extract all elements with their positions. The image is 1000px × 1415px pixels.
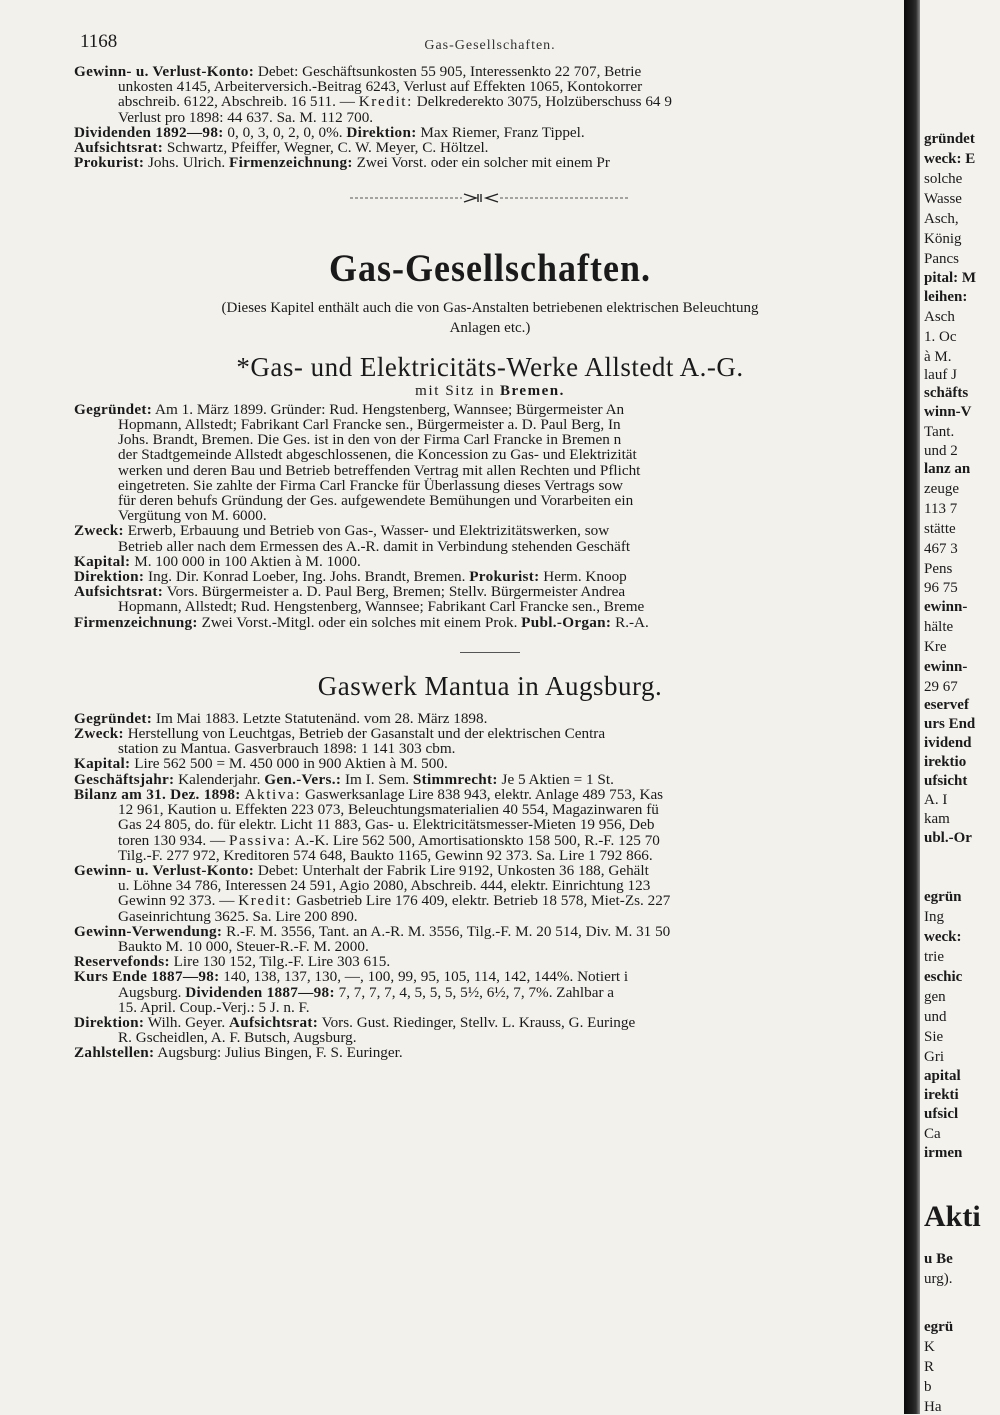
company-entry [74, 711, 906, 1061]
text-line [74, 787, 906, 802]
field-label: Firmenzeichnung: [74, 614, 198, 630]
field-text: M. 100 000 in 100 Aktien à M. 1000. [130, 553, 361, 570]
adjacent-page-line: Ca [924, 1126, 941, 1142]
adjacent-page-line: trie [924, 949, 944, 965]
text-line [74, 741, 906, 756]
field-text: Gewinn 92 373. — [118, 893, 239, 909]
adjacent-page-line: R [924, 1359, 935, 1375]
field-text: Kalenderjahr. [174, 771, 265, 787]
company-seat [74, 384, 906, 399]
field-text: 140, 138, 137, 130, —, 100, 99, 95, 105, 114, 142, 144%. Notiert i [219, 969, 629, 985]
spaced-label: Kredit: [238, 893, 293, 909]
field-label: Kapital: [74, 553, 131, 570]
adjacent-page-line: irektio [924, 754, 967, 770]
text-line [74, 508, 906, 523]
adjacent-page-line: König [924, 231, 962, 247]
text-line [74, 893, 906, 908]
field-text: Johs. Ulrich. [144, 155, 230, 171]
text-line [74, 599, 906, 614]
adjacent-page-line: Tant. [924, 424, 955, 440]
text-line [74, 478, 906, 493]
adjacent-page-line: und 2 [924, 443, 958, 459]
book-gutter [904, 0, 920, 1414]
text-line [74, 802, 906, 817]
adjacent-page-line: pital: M [924, 270, 977, 286]
field-label: Dividenden 1887—98: [185, 984, 335, 1000]
adjacent-page-line: ufsicht [924, 773, 968, 789]
adjacent-page-line: eservef [924, 697, 969, 713]
adjacent-page-line: kam [924, 811, 950, 827]
field-text: Vors. Gust. Riedinger, Stellv. L. Krauss, G. Euringe [318, 1014, 636, 1031]
text-line [74, 493, 906, 508]
field-label: Gegründet: [74, 710, 153, 727]
text-line [74, 1045, 906, 1060]
text-line [74, 711, 906, 726]
adjacent-page-line: lauf J [924, 367, 957, 383]
field-label: Zweck: [74, 726, 124, 742]
field-label: Gegründet: [74, 401, 153, 418]
adjacent-page-line: A. I [924, 792, 948, 808]
field-text: Tilg.-F. 277 972, Kreditoren 574 648, Baukto 1165, Gewinn 92 373. Sa. Lire 1 792 866. [118, 847, 653, 863]
spaced-label: Aktiva: [244, 786, 302, 803]
company-title: *Gas- und Elektricitäts-Werke Allstedt A.-G. [236, 351, 744, 382]
page-header [74, 30, 906, 60]
field-label: Geschäftsjahr: [74, 771, 175, 787]
field-text: Gas 24 805, do. für elektr. Licht 11 883, Gas- u. Elektricitätsmesser-Mieten 19 956, Deb [118, 817, 655, 833]
field-label: Aufsichtsrat: [228, 1014, 319, 1031]
field-text: Im Mai 1883. Letzte Statutenänd. vom 28. März 1898. [152, 710, 488, 727]
field-text: Zwei Vorst.-Mitgl. oder ein solches mit einem Prok. [197, 614, 522, 630]
adjacent-page-line: Ing [924, 909, 944, 925]
adjacent-page-line: schäfts [924, 385, 969, 401]
field-text: Max Riemer, Franz Tippel. [416, 124, 585, 141]
text-line [74, 463, 906, 478]
adjacent-page-line: stätte [924, 521, 956, 537]
field-label: Zahlstellen: [74, 1045, 155, 1061]
text-line [74, 756, 906, 771]
field-text: Debet: Unterhalt der Fabrik Lire 9192, Unkosten 36 188, Gehält [254, 862, 649, 879]
text-line [74, 954, 906, 969]
adjacent-page-line: Asch, [924, 211, 959, 227]
adjacent-page-line: winn-V [924, 404, 972, 420]
adjacent-page-line: Pens [924, 561, 953, 577]
adjacent-page-line: ewinn- [924, 659, 968, 675]
adjacent-page-line: ufsicl [924, 1106, 959, 1122]
field-text: abschreib. 6122, Abschreib. 16 511. — [118, 94, 359, 110]
adjacent-page-line: Akti [924, 1200, 981, 1233]
text-line [74, 110, 906, 125]
field-text: Debet: Geschäftsunkosten 55 905, Interessenkto 22 707, Betrie [254, 64, 642, 80]
previous-entry-tail [74, 64, 906, 170]
page-number: 1168 [80, 31, 118, 52]
adjacent-page-line: solche [924, 171, 963, 187]
spaced-label: Passiva: [228, 832, 292, 848]
adjacent-page-line: 29 67 [924, 679, 958, 695]
field-text: Gasbetrieb Lire 176 409, elektr. Betrieb 18 578, Miet-Zs. 227 [292, 893, 671, 909]
field-text: Johs. Brandt, Bremen. Die Ges. ist in den von der Firma Carl Francke in Bremen n [118, 432, 622, 448]
field-label: Dividenden 1892—98: [74, 124, 224, 141]
field-text: 12 961, Kaution u. Effekten 223 073, Beleuchtungsmaterialien 40 554, Magazinwaren fü [118, 802, 659, 818]
field-text: Baukto M. 10 000, Steuer-R.-F. M. 2000. [118, 938, 369, 955]
field-label: Gewinn- u. Verlust-Konto: [74, 862, 255, 879]
field-text: Delkrederekto 3075, Holzüberschuss 64 9 [412, 94, 672, 110]
text-line [74, 817, 906, 832]
field-label: Aufsichtsrat: [74, 584, 164, 600]
adjacent-page-line: Ha [924, 1399, 942, 1415]
company-entry [74, 402, 906, 630]
field-text: Betrieb aller nach dem Ermessen des A.-R. damit in Verbindung stehenden Geschäft [118, 538, 631, 554]
text-line [74, 1000, 906, 1015]
field-text: Schwartz, Pfeiffer, Wegner, C. W. Meyer, C. Höltzel. [163, 140, 489, 156]
adjacent-page-line: Wasse [924, 191, 962, 207]
field-label: Stimmrecht: [412, 771, 498, 787]
text-line [74, 939, 906, 954]
field-label: Bilanz am 31. Dez. 1898: [74, 786, 241, 803]
text-line [74, 924, 906, 939]
text-line [74, 584, 906, 599]
text-line [74, 1030, 906, 1045]
adjacent-page-line: irmen [924, 1145, 963, 1161]
field-text: Je 5 Aktien = 1 St. [497, 771, 614, 787]
ornament-divider-icon [350, 192, 630, 204]
field-text: R. Gscheidlen, A. F. Butsch, Augsburg. [118, 1030, 357, 1046]
adjacent-page-line: ubl.-Or [924, 830, 972, 846]
seat-prefix: mit Sitz in [415, 382, 496, 399]
adjacent-page-line: urs End [924, 716, 976, 732]
text-line [74, 969, 906, 984]
adjacent-page-line: und [924, 1009, 947, 1025]
field-label: Gewinn-Verwendung: [74, 923, 223, 939]
field-label: Direktion: [74, 1014, 145, 1031]
text-line [74, 1015, 906, 1030]
adjacent-page-line: Pancs [924, 251, 959, 267]
text-line [74, 94, 906, 109]
adjacent-page-line: u Be [924, 1251, 953, 1267]
company-title: Gaswerk Mantua in Augsburg. [317, 670, 663, 701]
field-text: Hopmann, Allstedt; Fabrikant Carl Francke sen., Bürgermeister a. D. Paul Berg, In [118, 417, 621, 433]
field-label: Zweck: [74, 523, 124, 539]
field-text: 15. April. Coup.-Verj.: 5 J. n. F. [118, 999, 310, 1015]
field-text: 7, 7, 7, 7, 4, 5, 5, 5, 5½, 6½, 7, 7%. Zahlbar a [334, 984, 615, 1000]
field-text: werken und deren Bau und Betrieb betreffenden Vertrag mit allen Rechten und Pflicht [118, 462, 641, 478]
text-line [74, 140, 906, 155]
field-text: station zu Mantua. Gasverbrauch 1898: 1 141 303 cbm. [118, 741, 456, 757]
adjacent-page-line: b [924, 1379, 932, 1395]
text-line [74, 615, 906, 630]
field-text: Verlust pro 1898: 44 637. Sa. M. 112 700. [118, 109, 374, 125]
field-text: R.-F. M. 3556, Tant. an A.-R. M. 3556, Tilg.-F. M. 20 514, Div. M. 31 50 [222, 923, 671, 939]
text-line [74, 726, 906, 741]
field-text: der Stadtgemeinde Allstedt abgeschlossenen, die Koncession zu Gas- und Elektrizität [118, 447, 637, 463]
field-text: Herm. Knoop [539, 569, 627, 585]
text-line [74, 417, 906, 432]
field-text: Augsburg. [118, 984, 186, 1000]
adjacent-page-line: K [924, 1339, 935, 1355]
field-text: Ing. Dir. Konrad Loeber, Ing. Johs. Brandt, Bremen. [144, 569, 470, 585]
adjacent-page-line: ewinn- [924, 599, 968, 615]
text-line [74, 909, 906, 924]
adjacent-page-line: à M. [924, 349, 952, 365]
adjacent-page-line: eschic [924, 969, 963, 985]
field-label: Reservefonds: [74, 954, 170, 970]
section-ornament [74, 192, 906, 207]
text-line [74, 985, 906, 1000]
adjacent-page-line: Asch [924, 309, 955, 325]
field-text: R.-A. [611, 614, 649, 630]
adjacent-page-line: lanz an [924, 461, 971, 477]
field-label: Kurs Ende 1887—98: [74, 969, 220, 985]
text-line [74, 523, 906, 538]
field-text: toren 130 934. — [118, 832, 229, 848]
adjacent-page-line: gründet [924, 131, 975, 147]
field-text: Vors. Bürgermeister a. D. Paul Berg, Bremen; Stellv. Bürgermeister Andrea [163, 584, 626, 600]
adjacent-page-line: urg). [924, 1271, 953, 1287]
field-text: Augsburg: Julius Bingen, F. S. Euringer. [154, 1045, 403, 1061]
field-label: Gewinn- u. Verlust-Konto: [74, 64, 255, 80]
field-text: Wilh. Geyer. [144, 1014, 229, 1031]
text-line [74, 863, 906, 878]
seat-city: Bremen. [500, 382, 565, 399]
adjacent-page-line: weck: [924, 929, 962, 945]
adjacent-page-line: zeuge [924, 481, 959, 497]
adjacent-page-line: hälte [924, 619, 954, 635]
text-line [74, 79, 906, 94]
field-text: unkosten 4145, Arbeiterversich.-Beitrag 6243, Verlust auf Effekten 1065, Kontokorrer [118, 79, 643, 95]
main-column [74, 30, 906, 1061]
text-line [74, 447, 906, 462]
text-line [74, 569, 906, 584]
text-line [74, 432, 906, 447]
adjacent-page-line: irekti [924, 1087, 959, 1103]
field-label: Prokurist: [469, 569, 540, 585]
spaced-label: Kredit: [358, 94, 413, 110]
chapter-note [74, 298, 906, 338]
field-text: Erwerb, Erbauung und Betrieb von Gas-, Wasser- und Elektrizitätswerken, sow [123, 523, 610, 539]
field-label: Firmenzeichnung: [229, 155, 353, 171]
field-label: Publ.-Organ: [521, 614, 612, 630]
field-text: Lire 562 500 = M. 450 000 in 900 Aktien à M. 500. [130, 756, 448, 772]
adjacent-page-line: leihen: [924, 289, 968, 305]
text-line [74, 772, 906, 787]
text-line [74, 878, 906, 893]
adjacent-page-line: 96 75 [924, 580, 958, 596]
adjacent-page-line: egrün [924, 889, 962, 905]
field-text: Lire 130 152, Tilg.-F. Lire 303 615. [169, 954, 391, 970]
field-text: eingetreten. Sie zahlte der Firma Carl Francke für Überlassung dieses Vertrags sow [118, 477, 623, 494]
field-text: Zwei Vorst. oder ein solcher mit einem Pr [352, 155, 610, 171]
field-text: Hopmann, Allstedt; Rud. Hengstenberg, Wannsee; Fabrikant Carl Francke sen., Breme [118, 599, 645, 615]
text-line [74, 125, 906, 140]
field-text: A.-K. Lire 562 500, Amortisationskto 158 500, R.-F. 125 70 [291, 832, 660, 848]
field-text: Im I. Sem. [341, 771, 413, 787]
text-line [74, 64, 906, 79]
field-text: u. Löhne 34 786, Interessen 24 591, Agio 2080, Abschreib. 444, elektr. Einrichtung 123 [118, 878, 651, 894]
text-line [74, 554, 906, 569]
field-text: Gaswerksanlage Lire 838 943, elektr. Anlage 489 753, Kas [301, 786, 664, 803]
field-label: Kapital: [74, 756, 131, 772]
text-line [74, 155, 906, 170]
field-label: Aufsichtsrat: [74, 140, 164, 156]
field-text: Vergütung von M. 6000. [118, 508, 267, 524]
adjacent-page-line: egrü [924, 1319, 954, 1335]
adjacent-page-line: ividend [924, 735, 972, 751]
text-line [74, 539, 906, 554]
field-text: Gaseinrichtung 3625. Sa. Lire 200 890. [118, 908, 358, 924]
text-line [74, 402, 906, 417]
chapter-note-line: (Dieses Kapitel enthält auch die von Gas-Anstalten betriebenen elektrischen Beleuchtung [221, 299, 759, 316]
adjacent-page-line: Gri [924, 1049, 944, 1065]
field-text: 0, 0, 3, 0, 2, 0, 0%. [223, 124, 347, 141]
text-line [74, 833, 906, 848]
adjacent-page-line: 467 3 [924, 541, 958, 557]
adjacent-page-line: apital [924, 1068, 961, 1084]
field-label: Gen.-Vers.: [264, 771, 342, 787]
chapter-note-line: Anlagen etc.) [449, 319, 531, 336]
adjacent-page-line: gen [924, 989, 946, 1005]
entry-divider [460, 652, 520, 653]
field-text: Am 1. März 1899. Gründer: Rud. Hengstenberg, Wannsee; Bürgermeister An [152, 401, 625, 418]
text-line [74, 848, 906, 863]
field-label: Direktion: [74, 569, 145, 585]
adjacent-page-line: Kre [924, 639, 947, 655]
field-label: Direktion: [346, 124, 417, 141]
adjacent-page-line: weck: E [924, 151, 976, 167]
adjacent-page-line: 113 7 [924, 501, 958, 517]
field-text: Herstellung von Leuchtgas, Betrieb der Gasanstalt und der elektrischen Centra [123, 726, 606, 742]
field-label: Prokurist: [74, 155, 145, 171]
running-title: Gas-Gesellschaften. [424, 38, 556, 53]
chapter-title: Gas-Gesellschaften. [329, 245, 651, 290]
field-text: für deren behufs Gründung der Ges. aufgewendete Bemühungen und Vorarbeiten ein [118, 493, 634, 509]
adjacent-page-line: 1. Oc [924, 329, 957, 345]
adjacent-page-line: Sie [924, 1029, 944, 1045]
